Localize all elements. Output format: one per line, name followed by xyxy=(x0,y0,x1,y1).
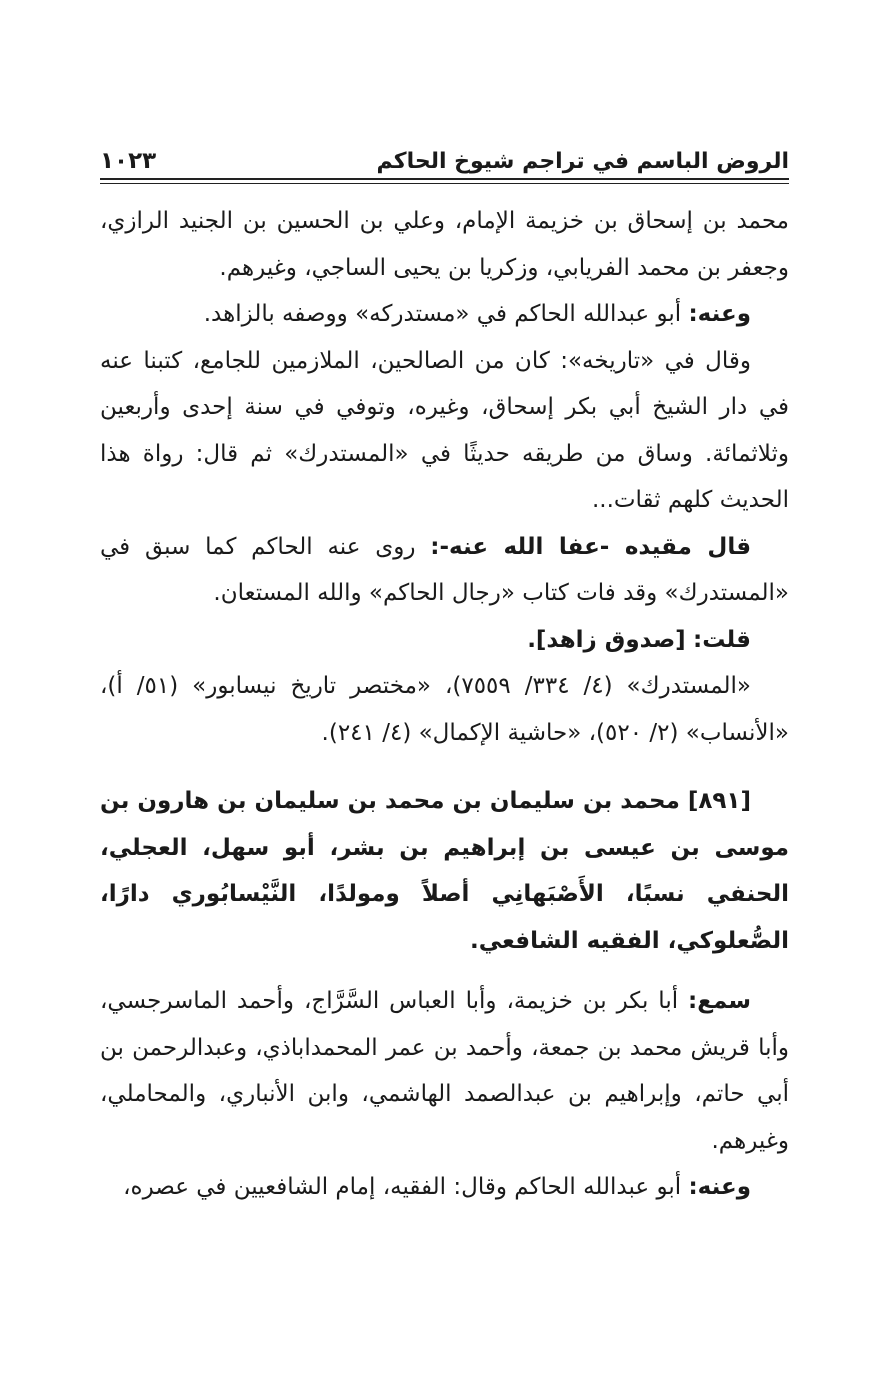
paragraph-teachers: محمد بن إسحاق بن خزيمة الإمام، وعلي بن الحسين بن الجنيد الرازي، وجعفر بن محمد الفريابي، وزكريا بن يحيى الساجي، وغيرهم. xyxy=(100,208,789,281)
paragraph-students-2 xyxy=(100,1164,789,1211)
book-title: الروض الباسم في تراجم شيوخ الحاكم xyxy=(376,149,789,174)
label-qultu: قلت: xyxy=(693,626,751,653)
label-anhu: وعنه: xyxy=(688,1174,751,1200)
entry-heading xyxy=(100,778,789,964)
header-rule xyxy=(100,178,789,180)
entry-heading-text: [٨٩١] محمد بن سليمان بن محمد بن سليمان بن هارون بن موسى بن عيسى بن إبراهيم بن بشر، أبو سهل، العجلي، الحنفي نسبًا، الأَصْبَهانِي أصلاً ومولدًا، النَّيْسابُوري دارًا، الصُّعلوكي، الفقيه الشافعي. xyxy=(100,788,789,954)
paragraph-text: روى عنه الحاكم كما سبق في «المستدرك» وقد فات كتاب «رجال الحاكم» والله المستعان. xyxy=(100,533,789,606)
section-gap xyxy=(100,756,789,778)
verdict-text: [صدوق زاهد]. xyxy=(527,626,686,653)
paragraph-verdict xyxy=(100,617,789,664)
page-body xyxy=(100,198,789,1211)
label-anhu: وعنه: xyxy=(688,301,751,327)
paragraph-text: أبو عبدالله الحاكم وقال: الفقيه، إمام الشافعيين في عصره، xyxy=(123,1174,682,1200)
paragraph-tarikh: وقال في «تاريخه»: كان من الصالحين، الملازمين للجامع، كتبنا عنه في دار الشيخ أبي بكر إسحاق، وغيره، وتوفي في سنة إحدى وأربعين وثلاثمائة. وساق من طريقه حديثًا في «المستدرك» ثم قال: رواة هذا الحديث كلهم ثقات... xyxy=(100,347,789,513)
label-muqayyiduh: قال مقيده -عفا الله عنه-: xyxy=(430,533,752,560)
running-header xyxy=(100,140,789,174)
section-gap xyxy=(100,964,789,978)
paragraph-text: أبو عبدالله الحاكم في «مستدركه» ووصفه بالزاهد. xyxy=(203,301,682,327)
paragraph-text: أبا بكر بن خزيمة، وأبا العباس السَّرَّاج، وأحمد الماسرجسي، وأبا قريش محمد بن جمعة، وأحمد بن عمر المحمداباذي، وعبدالرحمن بن أبي حاتم، وإبراهيم بن عبدالصمد الهاشمي، وابن الأنباري، والمحاملي، وغيرهم. xyxy=(100,988,789,1154)
header-rule-thin xyxy=(100,183,789,184)
paragraph-sources: «المستدرك» (٤/ ٣٣٤/ ٧٥٥٩)، «مختصر تاريخ نيسابور» (٥١/ أ)، «الأنساب» (٢/ ٥٢٠)، «حاشية الإكمال» (٤/ ٢٤١). xyxy=(100,673,789,746)
label-samia: سمع: xyxy=(688,988,751,1014)
paragraph-students xyxy=(100,291,789,338)
paragraph-heard xyxy=(100,978,789,1164)
page-number: ١٠٢٣ xyxy=(100,148,157,174)
paragraph-commentator xyxy=(100,524,789,617)
